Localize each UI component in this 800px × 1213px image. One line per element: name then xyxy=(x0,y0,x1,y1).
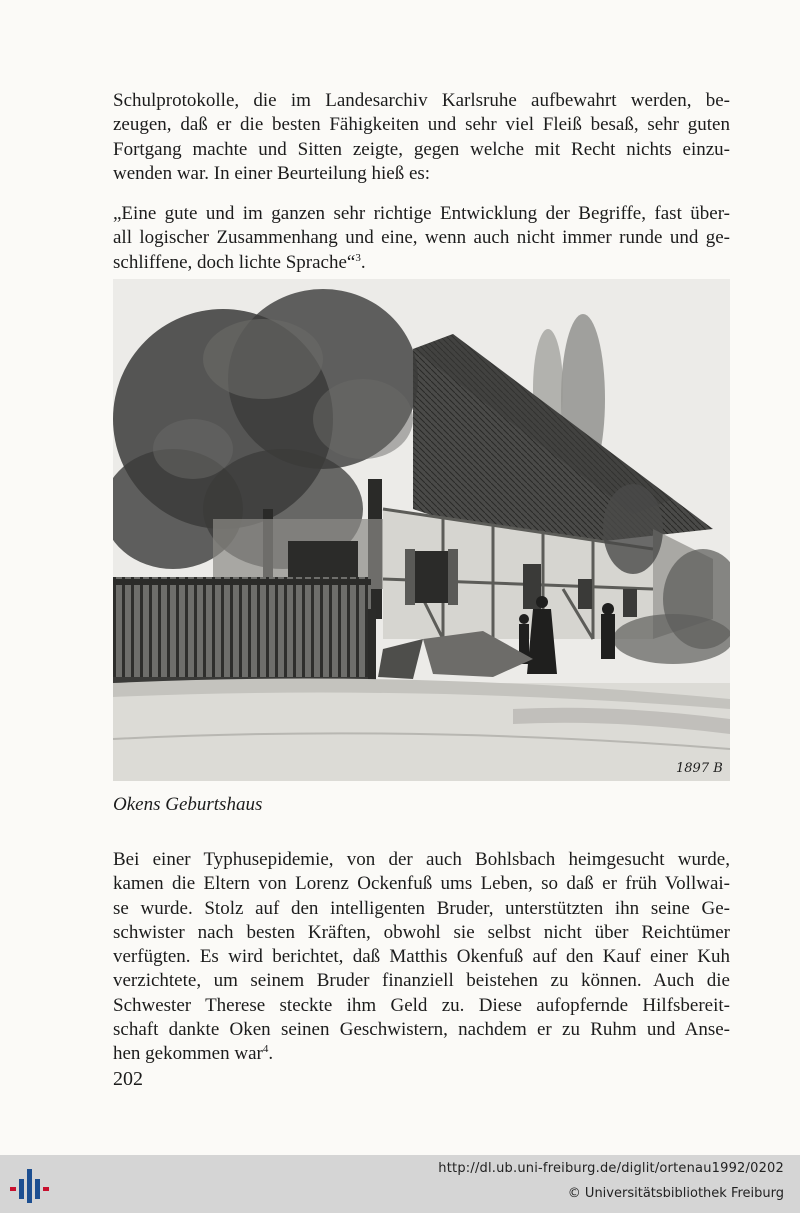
quote-line: all logischer Zusammenhang und eine, wenn auch nicht immer runde und ge- xyxy=(113,227,730,249)
text-line: schwister nach besten Kräften, obwohl sie selbst nicht über Reichtümer xyxy=(113,921,730,943)
figure-caption: Okens Geburtshaus xyxy=(113,794,263,815)
footer-copyright: © Universitätsbibliothek Freiburg xyxy=(567,1186,784,1201)
footer-bar xyxy=(0,1155,800,1213)
page-number: 202 xyxy=(113,1068,143,1090)
text-line: hen gekommen war xyxy=(113,1043,263,1065)
text-line: kamen die Eltern von Lorenz Ockenfuß ums Leben, so daß er früh Vollwai- xyxy=(113,873,730,895)
quote-line: „Eine gute und im ganzen sehr richtige Entwicklung der Begriffe, fast über- xyxy=(113,203,730,224)
footnote-ref-3: 3 xyxy=(355,251,361,264)
paragraph-2 xyxy=(113,848,730,1067)
ub-freiburg-logo-icon[interactable] xyxy=(10,1165,50,1205)
quote-last-line xyxy=(113,251,730,275)
paragraph-1 xyxy=(113,89,730,186)
house-drawing-svg xyxy=(113,279,730,781)
quote-block xyxy=(113,202,730,275)
text-line: verfügten. Es wird berichtet, daß Matthis Okenfuß auf den Kauf einer Kuh xyxy=(113,946,730,968)
text-line: zeugen, daß er die besten Fähigkeiten und sehr viel Fleiß besaß, sehr guten xyxy=(113,114,730,136)
text-last-line xyxy=(113,1042,730,1066)
text-line: Schwester Therese steckte ihm Geld zu. Diese aufopfernde Hilfsbereit- xyxy=(113,994,730,1016)
text-line: se wurde. Stolz auf den intelligenten Bruder, unterstützten ihn seine Ge- xyxy=(113,897,730,919)
quote-end-punct: . xyxy=(360,251,366,273)
quote-line-text: schliffene, doch lichte Sprache“ xyxy=(113,251,356,273)
footnote-ref-4: 4 xyxy=(262,1043,269,1056)
artist-signature: 1897 B xyxy=(676,761,723,776)
text-line: verzichtete, um seinem Bruder finanziell beistehen zu können. Auch die xyxy=(113,970,730,992)
footer-url-link[interactable]: http://dl.ub.uni-freiburg.de/diglit/ortenau1992/0202 xyxy=(438,1161,784,1176)
text-line: schaft dankte Oken seinen Geschwistern, nachdem er zu Ruhm und Anse- xyxy=(113,1019,730,1041)
end-punct: . xyxy=(268,1043,274,1065)
text-line: Bei einer Typhusepidemie, von der auch Bohlsbach heimgesucht wurde, xyxy=(113,849,730,870)
house-illustration xyxy=(113,279,730,781)
text-line: Fortgang machte und Sitten zeigte, gegen welche mit Recht nichts einzu- xyxy=(113,138,730,160)
text-line: wenden war. In einer Beurteilung hieß es: xyxy=(113,162,431,184)
text-line: Schulprotokolle, die im Landesarchiv Karlsruhe aufbewahrt werden, be- xyxy=(113,90,730,111)
